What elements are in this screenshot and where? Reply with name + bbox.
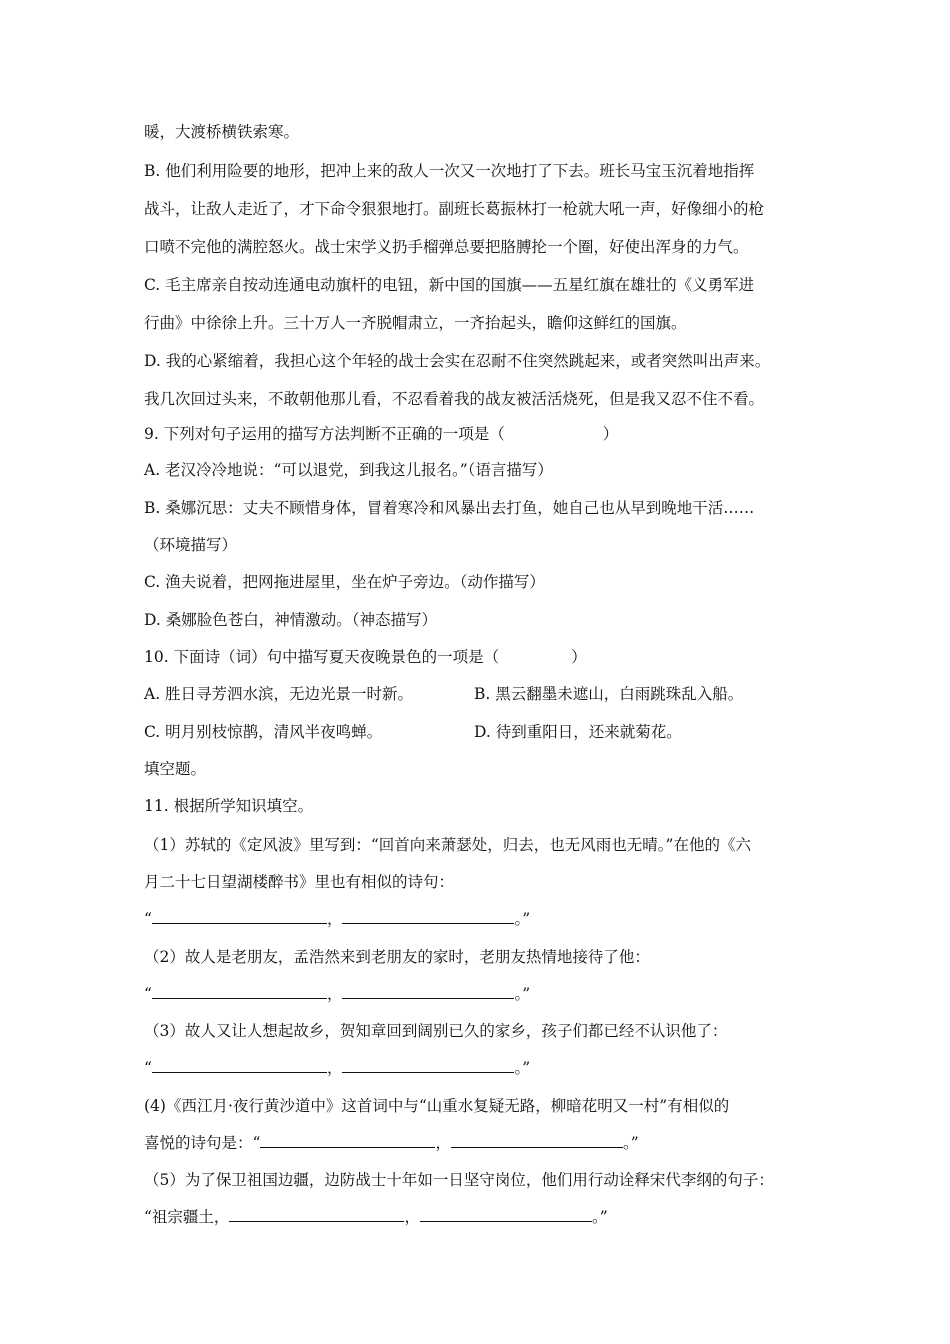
q9-stem: [144, 424, 824, 444]
answer-blank[interactable]: [229, 1207, 404, 1222]
answer-blank[interactable]: [420, 1207, 592, 1222]
q8-option-b-line2: 战斗，让敌人走近了，才下命令狠狠地打。副班长葛振林打一枪就大吼一声，好像细小的枪: [144, 200, 765, 218]
q8-option-c-line2: 行曲》中徐徐上升。三十万人一齐脱帽肃立，一齐抬起头，瞻仰这鲜红的国旗。: [144, 314, 687, 332]
q11-part2-line1: （2）故人是老朋友，孟浩然来到老朋友的家时，老朋友热情地接待了他：: [144, 948, 650, 966]
q9-option-d: D. 桑娜脸色苍白，神情激动。（神态描写）: [144, 611, 437, 629]
q11-part1-line2: 月二十七日望湖楼醉书》里也有相似的诗句：: [144, 873, 455, 891]
q11-stem: 11. 根据所学知识填空。: [144, 797, 314, 815]
q9-option-b-line2: （环境描写）: [144, 536, 238, 554]
q11-part1-line1: （1）苏轼的《定风波》里写到：“回首向来萧瑟处，归去，也无风雨也无晴。”在他的《六: [144, 836, 751, 854]
q11-part2-answer: “ ， 。”: [144, 985, 531, 1003]
q10-option-b: B. 黑云翻墨未遮山，白雨跳珠乱入船。: [474, 685, 744, 703]
q9-option-b-line1: B. 桑娜沉思：丈夫不顾惜身体，冒着寒冷和风暴出去打鱼，她自己也从早到晚地干活……: [144, 499, 755, 517]
q9-option-c: C. 渔夫说着，把网拖进屋里，坐在炉子旁边。（动作描写）: [144, 573, 545, 591]
answer-blank[interactable]: [342, 984, 514, 999]
q9-stem-close: ）: [602, 425, 619, 443]
q8-option-b-line3: 口喷不完他的满腔怒火。战士宋学义扔手榴弹总要把胳膊抡一个圈，好使出浑身的力气。: [144, 238, 749, 256]
q8-option-b-line1: B. 他们利用险要的地形，把冲上来的敌人一次又一次地打了下去。班长马宝玉沉着地指挥: [144, 162, 755, 180]
answer-blank[interactable]: [152, 984, 327, 999]
answer-blank[interactable]: [342, 1058, 514, 1073]
answer-blank[interactable]: [152, 1058, 327, 1073]
q10-stem-text: 10. 下面诗（词）句中描写夏天夜晚景色的一项是（: [144, 648, 500, 666]
answer-blank[interactable]: [342, 909, 514, 924]
q11-part3-answer: “ ， 。”: [144, 1059, 531, 1077]
answer-blank[interactable]: [451, 1133, 623, 1148]
q11-part4-line1: (4)《西江月·夜行黄沙道中》这首词中与“山重水复疑无路，柳暗花明又一村”有相似的: [144, 1097, 730, 1115]
q10-stem: [144, 647, 824, 667]
q9-option-a: A. 老汉冷冷地说：“可以退党，到我这儿报名。”（语言描写）: [144, 461, 553, 479]
q8-option-c-line1: C. 毛主席亲自按动连通电动旗杆的电钮，新中国的国旗——五星红旗在雄壮的《义勇军进: [144, 276, 755, 294]
q8-option-d-line1: D. 我的心紧缩着，我担心这个年轻的战士会实在忍耐不住突然跳起来，或者突然叫出声来。: [144, 352, 771, 370]
q10-stem-close: ）: [571, 648, 587, 666]
q11-part3-line1: （3）故人又让人想起故乡，贺知章回到阔别已久的家乡，孩子们都已经不认识他了：: [144, 1022, 728, 1040]
q10-option-c: C. 明月别枝惊鹊，清风半夜鸣蝉。: [144, 723, 383, 741]
q11-part1-answer: “ ， 。”: [144, 910, 531, 928]
section-heading-fill: 填空题。: [144, 760, 207, 778]
q9-stem-text: 9. 下列对句子运用的描写方法判断不正确的一项是（: [144, 425, 505, 443]
q10-option-a: A. 胜日寻芳泗水滨，无边光景一时新。: [144, 685, 414, 703]
answer-blank[interactable]: [152, 909, 327, 924]
q10-option-d: D. 待到重阳日，还来就菊花。: [474, 723, 682, 741]
q8-option-d-line2: 我几次回过头来，不敢朝他那儿看，不忍看着我的战友被活活烧死，但是我又忍不住不看。: [144, 390, 765, 408]
q11-part5-line1: （5）为了保卫祖国边疆，边防战士十年如一日坚守岗位，他们用行动诠释宋代李纲的句子：: [144, 1171, 774, 1189]
q11-part5-answer: “祖宗疆土， ， 。”: [144, 1208, 608, 1226]
q11-part4-answer: 喜悦的诗句是：“ ， 。”: [144, 1134, 639, 1152]
q8-option-a-tail: 暖，大渡桥横铁索寒。: [144, 123, 300, 141]
answer-blank[interactable]: [260, 1133, 435, 1148]
